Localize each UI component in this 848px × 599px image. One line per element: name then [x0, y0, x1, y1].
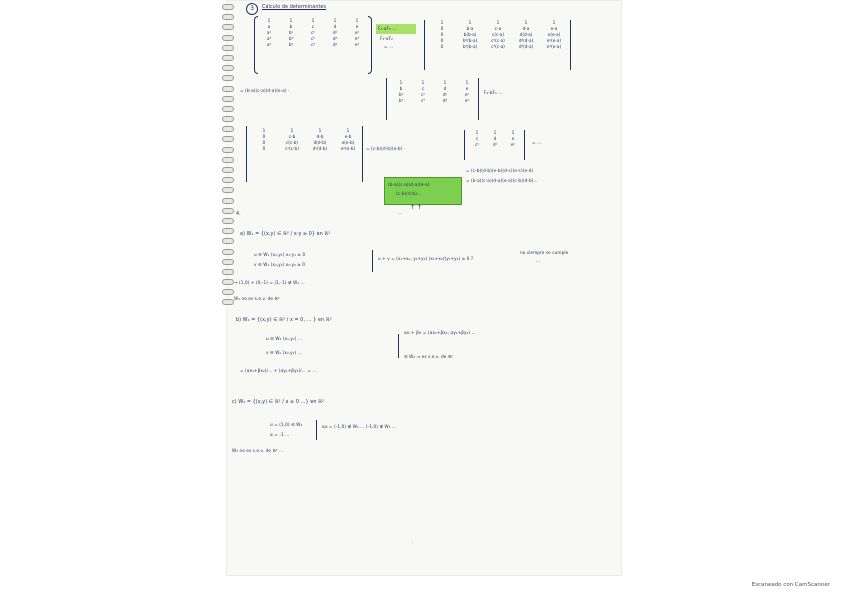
item-b-heading: b) W₂ = {(x,y) ∈ ℝ² / x = 0, ... } en ℝ² — [236, 318, 332, 323]
matrix-1: 1 1 1 1 1 a b c d e a² b² c² d² e² a³ b³ c³ d³ e³ a⁴ b⁴ c⁴ d⁴ e⁴ — [266, 18, 360, 47]
det-bar — [362, 126, 363, 182]
det-bar — [246, 126, 247, 182]
side-note-1: = (c-b)(d-b)(e-b)(d-c)(e-c)(e-d) — [466, 168, 534, 173]
matrix-4: 1 1 1 1 0 c-b d-b e-b 0 c(c-b) d(d-b) e(e-b) 0 c²(c-b) d²(d-b) e²(e-b) — [262, 128, 356, 151]
spiral-binding — [222, 4, 234, 254]
page-mark: · — [412, 540, 414, 545]
annotation-below: ... — [398, 210, 403, 215]
item-a-heading: a) W₁ = {(x,y) ∈ ℝ² / x·y ≥ 0} en ℝ² — [240, 232, 331, 237]
side-note-2: = (b-a)(c-a)(d-a)(e-a)(c-b)(d-b)... — [466, 178, 538, 183]
scanner-watermark: Escaneado con CamScanner — [751, 582, 830, 588]
equals-sign: = ... — [384, 44, 394, 49]
item-a-conclusion-2: W₁ no es s.e.v. de ℝ² — [234, 296, 280, 301]
expansion-line-2: = (c-b)(d-b)(e-b) · — [366, 146, 406, 151]
brace — [372, 250, 373, 272]
brace — [398, 334, 399, 358]
det-bar — [570, 20, 571, 70]
section-number: 3 — [246, 3, 258, 15]
item-b-result: ∈ W₂ ⇒ es s.e.v. de ℝ² — [404, 354, 454, 359]
det-bar — [424, 20, 425, 70]
item-c-heading: c) W₃ = {(x,y) ∈ ℝ² / x ≥ 0 ...} en ℝ² — [232, 400, 325, 405]
matrix-bracket-right — [368, 16, 372, 74]
item-a-conclusion-1: → (1,0) + (0,-1) = (1,-1) ∉ W₁ ... — [234, 280, 305, 285]
row-op-note-2: F₃-aF₂ — [380, 36, 393, 41]
part-label: 4. — [236, 212, 241, 217]
item-a-line-1: u ∈ W₁ (x₁,y₁) x₁·y₁ ≥ 0 — [254, 252, 306, 257]
row-op-note-3: F₂-bF₁ ... — [484, 90, 503, 95]
item-a-note-2: ... — [536, 258, 541, 263]
item-c-conclusion: W₃ no es s.e.v. de ℝ² ... — [232, 448, 284, 453]
vandermonde-note: = ... — [532, 140, 542, 145]
expansion-line: = (b-a)(c-a)(d-a)(e-a) · — [240, 88, 290, 93]
item-b-sum: αu + βv = (αx₁+βx₂, αy₁+βy₂) ... — [404, 330, 476, 335]
brace — [316, 420, 317, 440]
item-c-line-2: α = -1 ... — [270, 432, 290, 437]
item-b-line-1: u ∈ W₂ (x₁,y₁) ... — [266, 336, 303, 341]
matrix-3: 1 1 1 1 b c d e b² c² d² e² b³ c³ d³ e³ — [398, 80, 470, 103]
matrix-2: 1 1 1 1 1 0 b-a c-a d-a e-a 0 b(b-a) c(c-a) d(d-a) e(e-a) 0 b²(b-a) c²(c-a) d²(d-a) e²(e-a) 0 b³(b-a) c³(c-a) d³(d-a) e³(e-a) — [440, 20, 562, 49]
result-line-2: (c-b)(d-b)... — [396, 191, 422, 196]
section-title: Cálculo de determinantes — [262, 5, 327, 10]
item-c-text: αu = (-1,0) ∉ W₃ ... (-1,0) ∉ W₃ ... — [322, 424, 397, 429]
result-line-1: (b-a)(c-a)(d-a)(e-a) — [388, 182, 430, 187]
item-a-sum: u + v = (x₁+x₂, y₁+y₂) (x₁+x₂)(y₁+y₂) ≥ 0 ? — [378, 256, 474, 261]
det-bar — [386, 78, 387, 120]
arrow-annotation: ↑ ↑ — [410, 204, 422, 211]
row-op-note: F₂-aF₁ ... — [378, 26, 397, 31]
item-b-line-2: v ∈ W₂ (x₂,y₂) ... — [266, 350, 302, 355]
matrix-5: 1 1 1 c d e c² d² e² — [475, 130, 516, 147]
item-a-line-2: v ∈ W₁ (x₂,y₂) x₂·y₂ ≥ 0 — [254, 262, 306, 267]
det-bar — [464, 130, 465, 160]
det-bar — [478, 78, 479, 120]
det-bar — [524, 130, 525, 160]
item-a-note-1: no siempre se cumple — [520, 250, 569, 255]
item-c-line-1: u = (1,0) ∈ W₃ — [270, 422, 303, 427]
item-b-fraction: = (αx₁+βx₂)/... + (αy₁+βy₂)/... = ... — [240, 368, 317, 373]
